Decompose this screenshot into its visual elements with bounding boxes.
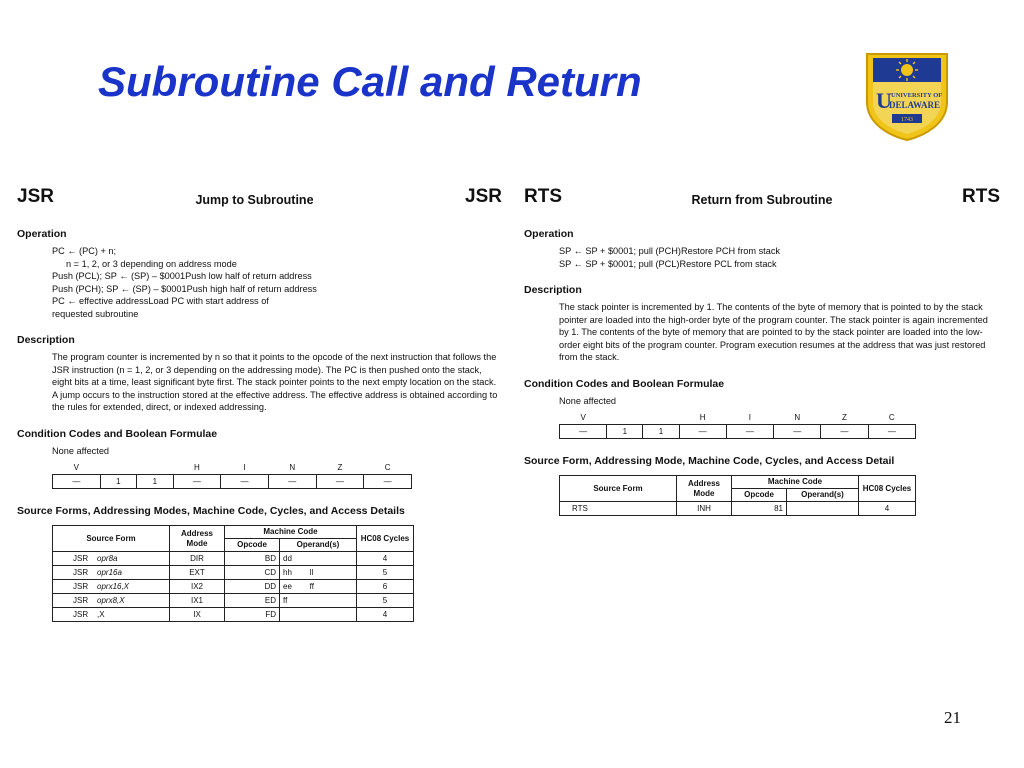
rts-cc-none: None affected xyxy=(559,395,617,406)
col-machine-code: Machine Code xyxy=(225,526,357,539)
cc-flag xyxy=(137,461,173,475)
col-operands: Operand(s) xyxy=(787,489,859,502)
cell-op: RTS xyxy=(560,502,677,516)
rts-description-title: Return from Subroutine xyxy=(691,193,833,207)
cell-op: JSR xyxy=(73,554,89,563)
svg-text:U: U xyxy=(876,88,892,113)
table-row xyxy=(53,594,414,608)
cell-operands: dd xyxy=(280,552,357,566)
cc-value: 1 xyxy=(607,425,643,439)
cc-flag xyxy=(607,411,643,425)
cc-flag: I xyxy=(243,463,246,472)
jsr-mnemonic-left: JSR xyxy=(17,186,54,207)
cc-value: — xyxy=(364,475,412,489)
table-row xyxy=(53,566,414,580)
cell-operands xyxy=(787,502,859,516)
jsr-operation-heading: Operation xyxy=(17,228,67,240)
operation-line: PC ← effective addressLoad PC with start address of xyxy=(52,296,269,306)
jsr-mnemonic-right: JSR xyxy=(465,186,502,207)
cell-cycles: 5 xyxy=(357,594,414,608)
cell-operands xyxy=(280,608,357,622)
operation-line: SP ← SP + $0001; pull (PCL)Restore PCL from stack xyxy=(559,258,777,269)
cell-opcode: BD xyxy=(225,552,280,566)
operation-line: n = 1, 2, or 3 depending on address mode xyxy=(66,258,237,269)
cell-arg: oprx16,X xyxy=(97,582,130,591)
page-number: 21 xyxy=(944,708,961,727)
cc-value: — xyxy=(316,475,364,489)
operation-line: Push (PCL); SP ← (SP) – $0001Push low half of return address xyxy=(52,271,312,281)
col-machine-code: Machine Code xyxy=(732,476,859,489)
cc-flag: H xyxy=(193,463,200,472)
svg-text:1743: 1743 xyxy=(901,117,913,123)
cc-flag: Z xyxy=(337,463,343,472)
cell-arg: opr8a xyxy=(97,554,118,563)
rts-header xyxy=(524,186,1000,216)
jsr-header xyxy=(17,186,502,216)
rts-source-forms-table xyxy=(559,475,916,516)
cell-op: JSR xyxy=(73,568,89,577)
rts-instruction-panel xyxy=(524,186,1000,516)
cc-flag xyxy=(100,461,136,475)
cell-cycles: 4 xyxy=(357,552,414,566)
slide-title: Subroutine Call and Return xyxy=(98,58,642,105)
rts-mnemonic-left: RTS xyxy=(524,186,562,207)
cc-value: — xyxy=(268,475,316,489)
cell-cycles: 5 xyxy=(357,566,414,580)
cc-value: 1 xyxy=(643,425,679,439)
cell-cycles: 6 xyxy=(357,580,414,594)
cc-value: — xyxy=(560,425,607,439)
cell-arg: opr16a xyxy=(97,568,122,577)
operation-line: requested subroutine xyxy=(52,308,139,319)
jsr-source-heading: Source Forms, Addressing Modes, Machine Code, Cycles, and Access Details xyxy=(17,505,405,517)
cc-flag: H xyxy=(699,413,706,422)
cell-cycles: 4 xyxy=(357,608,414,622)
rts-operation-heading: Operation xyxy=(524,228,574,240)
cell-arg: oprx8,X xyxy=(97,596,125,605)
cell-mode: IX2 xyxy=(170,580,225,594)
cc-value: — xyxy=(221,475,269,489)
rts-description-text: The stack pointer is incremented by 1. The contents of the byte of memory that is pointed to by the stack pointer are loaded into the high-order byte of the program counter. The stack pointer is again incremented by 1. The contents of the byte of memory that are pointed to by the stack pointer are loaded into the low-order eight bits of the program counter. Program execution resumes at the address that was just restored from the stack. xyxy=(559,302,988,362)
cc-value: — xyxy=(868,425,915,439)
col-operands: Operand(s) xyxy=(280,539,357,552)
cell-mode: IX xyxy=(170,608,225,622)
table-row xyxy=(53,608,414,622)
cell-operands: hh ll xyxy=(280,566,357,580)
university-of-delaware-logo xyxy=(862,50,952,142)
cc-value: — xyxy=(173,475,221,489)
cc-flag xyxy=(643,411,679,425)
jsr-description-title: Jump to Subroutine xyxy=(195,193,314,207)
col-opcode: Opcode xyxy=(732,489,787,502)
col-opcode: Opcode xyxy=(225,539,280,552)
rts-description-heading: Description xyxy=(524,284,582,296)
cc-value: 1 xyxy=(100,475,136,489)
cell-op: JSR xyxy=(73,610,89,619)
cell-arg: ,X xyxy=(97,610,105,619)
jsr-operation-block xyxy=(52,245,502,320)
cell-opcode: CD xyxy=(225,566,280,580)
rts-cc-heading: Condition Codes and Boolean Formulae xyxy=(524,377,725,390)
jsr-cc-none: None affected xyxy=(52,445,110,456)
cc-value: — xyxy=(821,425,868,439)
cc-flag: C xyxy=(384,463,391,472)
cc-flag: N xyxy=(794,413,801,422)
cell-cycles: 4 xyxy=(859,502,916,516)
table-row xyxy=(560,502,916,516)
rts-source-heading: Source Form, Addressing Mode, Machine Code, Cycles, and Access Detail xyxy=(524,455,895,467)
cc-value: — xyxy=(53,475,101,489)
operation-line: Push (PCH); SP ← (SP) – $0001Push high half of return address xyxy=(52,283,317,294)
operation-line: SP ← SP + $0001; pull (PCH)Restore PCH from stack xyxy=(559,246,781,256)
rts-condition-codes-table xyxy=(559,411,916,439)
cc-flag: Z xyxy=(842,413,847,422)
cell-mode: INH xyxy=(677,502,732,516)
cc-flag: C xyxy=(888,413,895,422)
cc-flag: I xyxy=(748,413,752,422)
rts-mnemonic-right: RTS xyxy=(962,186,1000,207)
col-address-mode: Address Mode xyxy=(677,476,732,502)
col-address-mode: Address Mode xyxy=(170,526,225,552)
cc-flag: V xyxy=(73,463,80,472)
table-row xyxy=(53,580,414,594)
jsr-source-forms-table xyxy=(52,525,414,622)
cell-operands: ee ff xyxy=(280,580,357,594)
cell-mode: DIR xyxy=(170,552,225,566)
cell-operands: ff xyxy=(280,594,357,608)
rts-operation-block xyxy=(559,245,1000,270)
cell-mode: IX1 xyxy=(170,594,225,608)
cc-flag: N xyxy=(289,463,296,472)
jsr-condition-codes-table xyxy=(52,461,412,489)
col-source-form: Source Form xyxy=(53,526,170,552)
cell-op: JSR xyxy=(73,596,89,605)
cc-flag: V xyxy=(580,413,586,422)
cc-value: — xyxy=(726,425,773,439)
cc-value: 1 xyxy=(137,475,173,489)
jsr-description-text: The program counter is incremented by n so that it points to the opcode of the next instruction that follows the JSR instruction (n = 1, 2, or 3 depending on the addressing mode). The PC is then pushed onto the stack, eight bits at a time, least significant byte first. The stack pointer points to the next empty location on the stack. A jump occurs to the instruction stored at the effective address. The effective address is obtained according to the rules for extended, direct, or indexed addressing. xyxy=(52,352,498,412)
cell-opcode: FD xyxy=(225,608,280,622)
col-source-form: Source Form xyxy=(560,476,677,502)
cell-opcode: ED xyxy=(225,594,280,608)
cell-mode: EXT xyxy=(170,566,225,580)
jsr-cc-heading: Condition Codes and Boolean Formulae xyxy=(17,427,218,440)
operation-line: PC ← (PC) + n; xyxy=(52,246,117,256)
svg-text:DELAWARE: DELAWARE xyxy=(889,100,941,110)
table-row xyxy=(53,552,414,566)
cc-value: — xyxy=(774,425,821,439)
cell-opcode: DD xyxy=(225,580,280,594)
cell-op: JSR xyxy=(73,582,89,591)
jsr-instruction-panel xyxy=(17,186,502,622)
cell-opcode: 81 xyxy=(732,502,787,516)
cc-value: — xyxy=(679,425,726,439)
col-cycles: HC08 Cycles xyxy=(357,526,414,552)
jsr-description-heading: Description xyxy=(17,334,75,346)
col-cycles: HC08 Cycles xyxy=(859,476,916,502)
svg-text:UNIVERSITY OF: UNIVERSITY OF xyxy=(891,92,943,99)
